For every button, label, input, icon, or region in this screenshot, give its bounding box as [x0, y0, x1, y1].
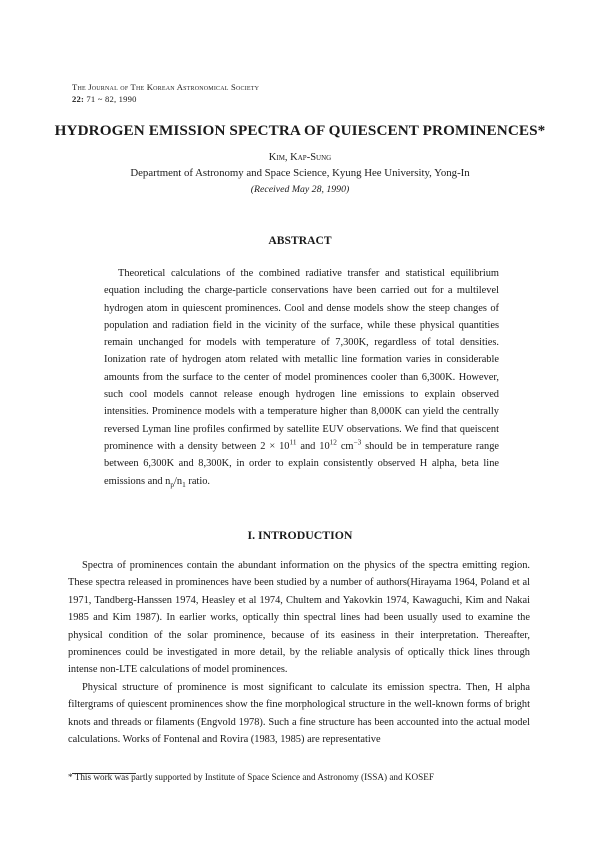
- journal-volume: 22:: [72, 94, 85, 104]
- journal-header: [72, 81, 259, 105]
- received-date: (Received May 28, 1990): [250, 184, 350, 195]
- journal-name: The Journal of The Korean Astronomical Society: [72, 82, 260, 92]
- journal-volume-line: [72, 93, 259, 105]
- introduction-heading: I. INTRODUCTION: [247, 528, 353, 542]
- abstract-text: Theoretical calculations of the combined radiative transfer and statistical equilibrium equation including the charge-particle conservations have been carried out for a multilevel hydrogen atom in quiescent prominences. Cool and dense models show the steep changes of population and radiation field in the vicinity of the surface, while these physical quantities remain unchanged for models with temperature of 7,300K, regardless of total densities. Ionization rate of hydrogen atom related with metallic line formation varies in considerable amounts from the surface to the center of model prominences cooler than 6,300K. However, such cool models cannot release enough hydrogen line emissions to explain observed intensities. Prominence models with a temperature higher than 8,000K can yield the centrally reversed Lyman line profiles confirmed by satellite EUV observations. We find that queiscent prominence with a density between $2 \times 10^{11}$ and $10^{12}$ $cm^{-3}$ should be in temperature range between 6,300K and 8,300K, in order to explain consistently observed H alpha, beta line emissions and $n_p/n_1$ ratio.: [104, 268, 500, 489]
- journal-pages-year: 71 ~ 82, 1990: [86, 94, 137, 104]
- article-affiliation: Department of Astronomy and Space Science, Kyung Hee University, Yong-In: [130, 167, 470, 179]
- intro-paragraph-1: Spectra of prominences contain the abundant information on the physics of the spectra emitting region. These spectra released in prominences have been studied by a number of authors(Hirayama 1964, Poland et al 1971, Tandberg-Hanssen 1974, Heasley et al 1974, Chultem and Yakovkin 1974, Kawaguchi, Kim and Nakai 1985 and Kim 1987). In earlier works, optically thin spectral lines had been usually used to examine the physical condition of the solar prominence, because of its easiness in their interpretation. Thereafter, prominences could be investigated in more detail, by the reliable analysis of optically thick lines through intense non-LTE calculations of model prominences.: [68, 560, 530, 676]
- footnote: * This work was partly supported by Institute of Space Science and Astronomy (ISSA) and KOSEF: [68, 772, 435, 782]
- article-author: Kim, Kap-Sung: [268, 152, 332, 163]
- abstract-heading: ABSTRACT: [268, 234, 332, 247]
- intro-paragraph-2: Physical structure of prominence is most significant to calculate its emission spectra. Then, H alpha filtergrams of quiescent prominences show the fine morphological structure in the well-known forms of bright knots and threads or filaments (Engvold 1978). Such a fine structure has been accounted into the actual model calculations. Works of Fontenal and Rovira (1983, 1985) are representative: [68, 682, 530, 746]
- article-title: HYDROGEN EMISSION SPECTRA OF QUIESCENT PROMINENCES*: [54, 122, 546, 139]
